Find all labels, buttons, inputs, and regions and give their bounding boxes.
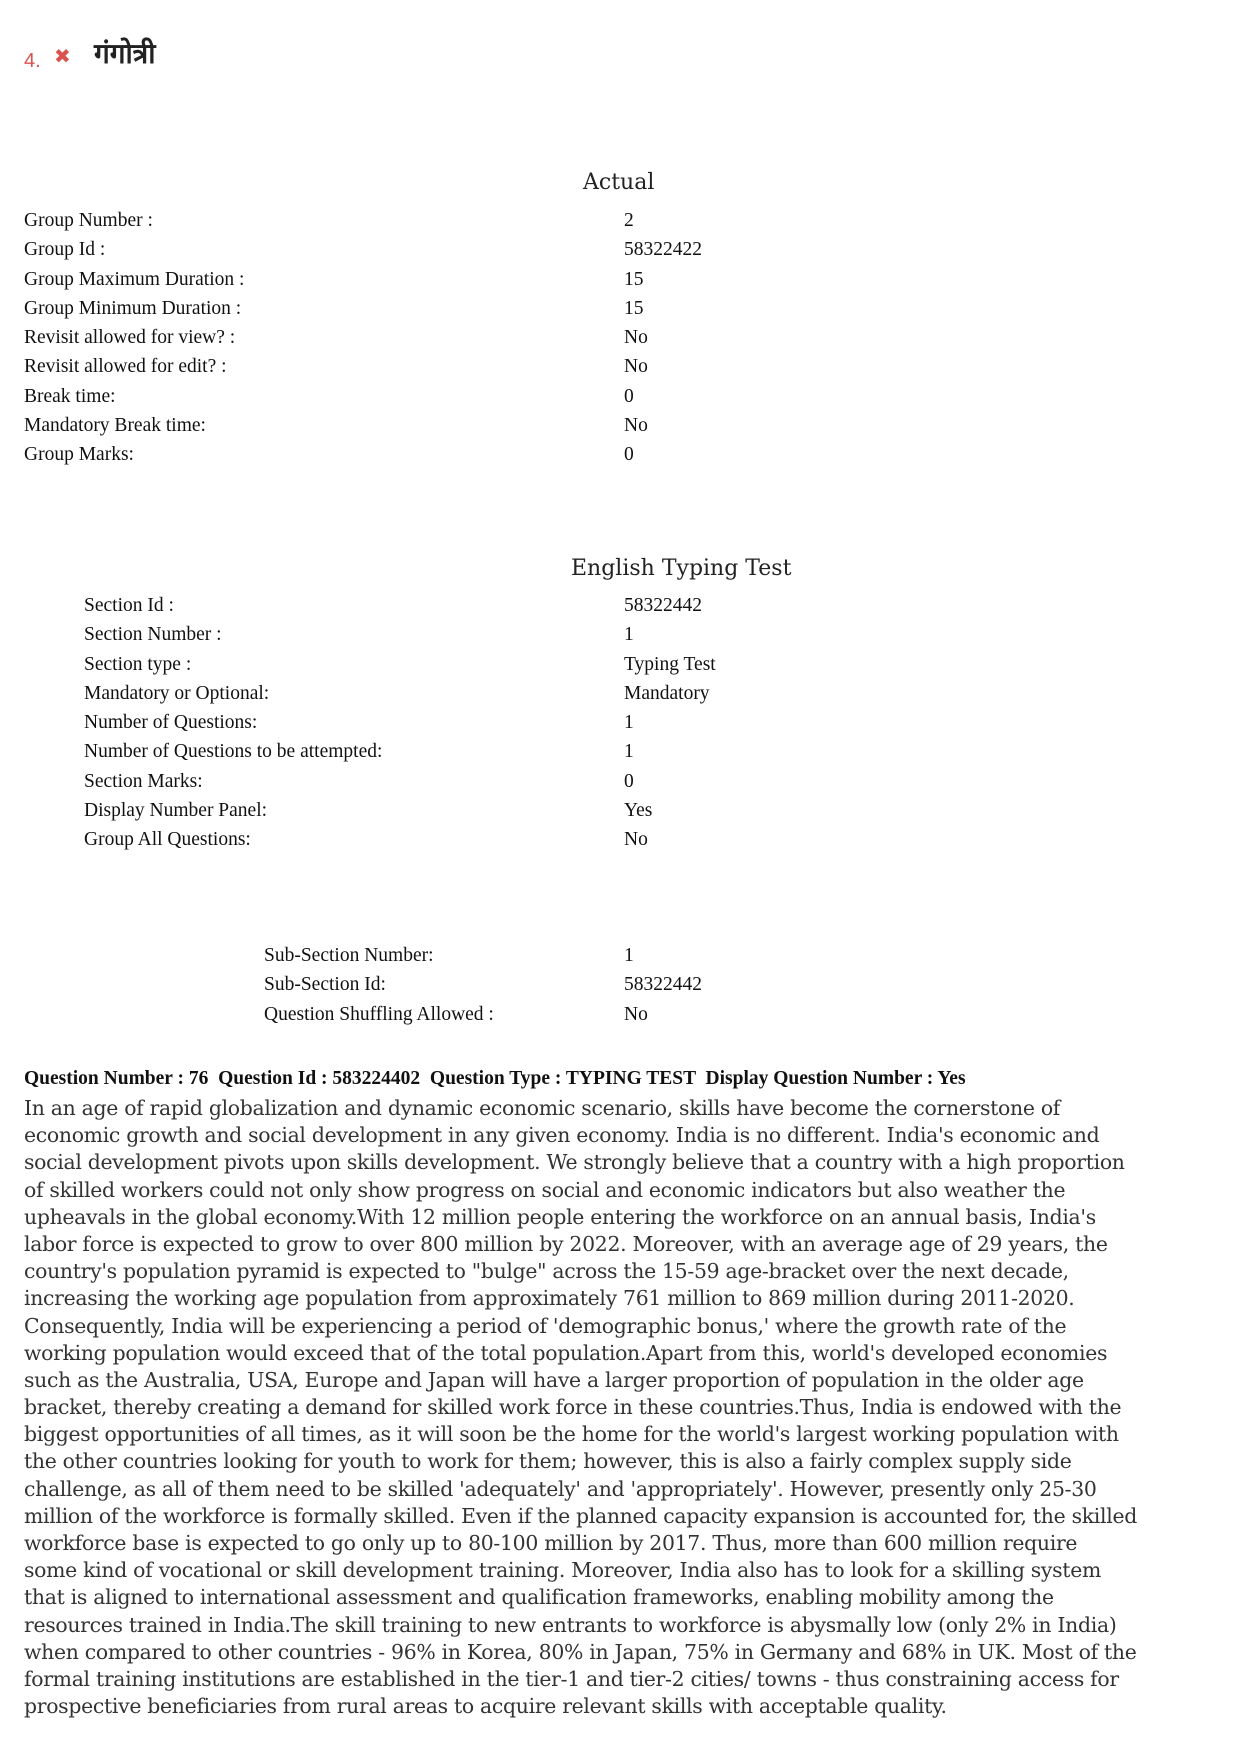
detail-label: Section Number : [84, 624, 222, 646]
typing-passage [24, 1095, 1224, 1720]
detail-label: Mandatory or Optional: [84, 682, 270, 704]
passage-line: challenge, as all of them need to be skilled 'adequately' and 'appropriately'. However, presently only 25-30 [24, 1476, 1097, 1501]
passage-line: the other countries looking for youth to work for them; however, this is also a fairly complex supply side [24, 1449, 1072, 1474]
detail-value: 1 [624, 741, 634, 763]
passage-line: when compared to other countries - 96% in Korea, 80% in Japan, 75% in Germany and 68% in UK. Most of the [24, 1639, 1137, 1664]
detail-row [84, 737, 984, 766]
subsection-details-table [264, 941, 964, 1029]
detail-row [24, 411, 924, 440]
option-text: गंगोत्री [94, 37, 156, 70]
detail-row [84, 650, 984, 679]
passage-line: such as the Australia, USA, Europe and Japan will have a larger proportion of population in the older age [24, 1367, 1084, 1392]
detail-value: 15 [624, 297, 644, 319]
section-details-table [84, 591, 984, 855]
detail-row [84, 825, 984, 854]
detail-value: 1 [624, 712, 634, 734]
detail-row [84, 708, 984, 737]
detail-value: Mandatory [624, 682, 710, 704]
detail-label: Number of Questions: [84, 712, 258, 734]
detail-label: Sub-Section Number: [264, 945, 434, 966]
detail-row [84, 591, 984, 620]
detail-row [264, 941, 964, 970]
detail-label: Question Shuffling Allowed : [264, 1003, 494, 1025]
detail-label: Revisit allowed for view? : [24, 327, 236, 349]
detail-row [24, 352, 924, 381]
passage-line: biggest opportunities of all times, as it will soon be the home for the world's largest working population with [24, 1422, 1119, 1447]
passage-line: resources trained in India.The skill training to new entrants to workforce is abysmally low (only 2% in India) [24, 1612, 1117, 1637]
detail-value: Yes [624, 800, 653, 822]
passage-line: prospective beneficiaries from rural areas to acquire relevant skills with acceptable quality. [24, 1694, 947, 1719]
detail-label: Sub-Section Id: [264, 974, 386, 996]
passage-line: increasing the working age population from approximately 761 million to 869 million during 2011-2020. [24, 1286, 1075, 1311]
detail-label: Number of Questions to be attempted: [84, 741, 383, 763]
detail-value: No [624, 829, 648, 851]
detail-row [24, 265, 924, 294]
detail-value: 0 [624, 444, 634, 466]
detail-row [84, 767, 984, 796]
detail-row [24, 235, 924, 264]
detail-value: 1 [624, 624, 634, 646]
detail-value: 58322422 [624, 239, 702, 261]
detail-label: Revisit allowed for edit? : [24, 356, 227, 378]
detail-value: No [624, 327, 648, 349]
passage-line: of skilled workers could not only show progress on social and economic indicators but also weather the [24, 1177, 1066, 1202]
detail-value: No [624, 1003, 648, 1025]
detail-row [264, 1000, 964, 1029]
detail-label: Section type : [84, 653, 192, 675]
question-meta: Question Number : 76 Question Id : 583224402 Question Type : TYPING TEST Display Question Number : Yes [24, 1068, 966, 1089]
detail-value: 0 [624, 770, 634, 792]
detail-value: 2 [624, 210, 634, 231]
detail-label: Group Minimum Duration : [24, 297, 242, 319]
detail-row [264, 970, 964, 999]
detail-value: Typing Test [624, 653, 716, 675]
detail-value: 58322442 [624, 595, 702, 616]
section-heading: English Typing Test [571, 556, 792, 581]
detail-label: Display Number Panel: [84, 800, 268, 822]
passage-line: workforce base is expected to go only up to 80-100 million by 2017. Thus, more than 600 million require [24, 1531, 1078, 1555]
group-details-table [24, 206, 924, 470]
detail-value: No [624, 356, 648, 378]
detail-value: 15 [624, 268, 644, 290]
detail-value: No [624, 415, 648, 437]
option-number: 4. [24, 50, 41, 72]
detail-label: Group Number : [24, 210, 153, 231]
passage-line: In an age of rapid globalization and dynamic economic scenario, skills have become the cornerstone of [24, 1096, 1061, 1120]
detail-value: 1 [624, 945, 634, 966]
detail-row [84, 679, 984, 708]
detail-label: Group All Questions: [84, 829, 251, 851]
passage-line: country's population pyramid is expected to "bulge" across the 15-59 age-bracket over the next decade, [24, 1259, 1069, 1284]
detail-row [84, 796, 984, 825]
detail-label: Section Id : [84, 595, 174, 616]
passage-line: upheavals in the global economy.With 12 million people entering the workforce on an annual basis, India's [24, 1204, 1096, 1229]
detail-value: 58322442 [624, 974, 702, 996]
passage-line: economic growth and social development in any given economy. India is no different. India's economic and [24, 1123, 1100, 1148]
passage-line: Consequently, India will be experiencing a period of 'demographic bonus,' where the growth rate of the [24, 1313, 1067, 1338]
detail-label: Group Id : [24, 239, 106, 261]
group-heading: Actual [583, 170, 655, 195]
detail-row [24, 382, 924, 411]
passage-line: working population would exceed that of the total population.Apart from this, world's developed economies [24, 1340, 1108, 1365]
passage-line: million of the workforce is formally skilled. Even if the planned capacity expansion is accounted for, the skilled [24, 1503, 1137, 1528]
passage-line: that is aligned to international assessment and qualification frameworks, enabling mobility among the [24, 1585, 1054, 1610]
passage-line: bracket, thereby creating a demand for skilled work force in these countries.Thus, India is endowed with the [24, 1395, 1122, 1420]
detail-label: Mandatory Break time: [24, 415, 206, 437]
cross-mark-icon: ✖ [54, 44, 71, 68]
detail-label: Group Maximum Duration : [24, 268, 245, 290]
detail-row [24, 206, 924, 235]
passage-line: social development pivots upon skills development. We strongly believe that a country with a high proportion [24, 1150, 1125, 1175]
passage-line: some kind of vocational or skill development training. Moreover, India also has to look for a skilling system [24, 1558, 1101, 1583]
detail-label: Group Marks: [24, 444, 134, 466]
detail-label: Break time: [24, 385, 116, 407]
detail-row [24, 294, 924, 323]
detail-row [24, 323, 924, 352]
detail-row [84, 620, 984, 649]
detail-value: 0 [624, 385, 634, 407]
passage-line: labor force is expected to grow to over 800 million by 2022. Moreover, with an average age of 29 years, the [24, 1231, 1108, 1256]
detail-label: Section Marks: [84, 770, 203, 792]
passage-line: formal training institutions are established in the tier-1 and tier-2 cities/ towns - thus constraining access for [24, 1666, 1119, 1691]
detail-row [24, 440, 924, 469]
